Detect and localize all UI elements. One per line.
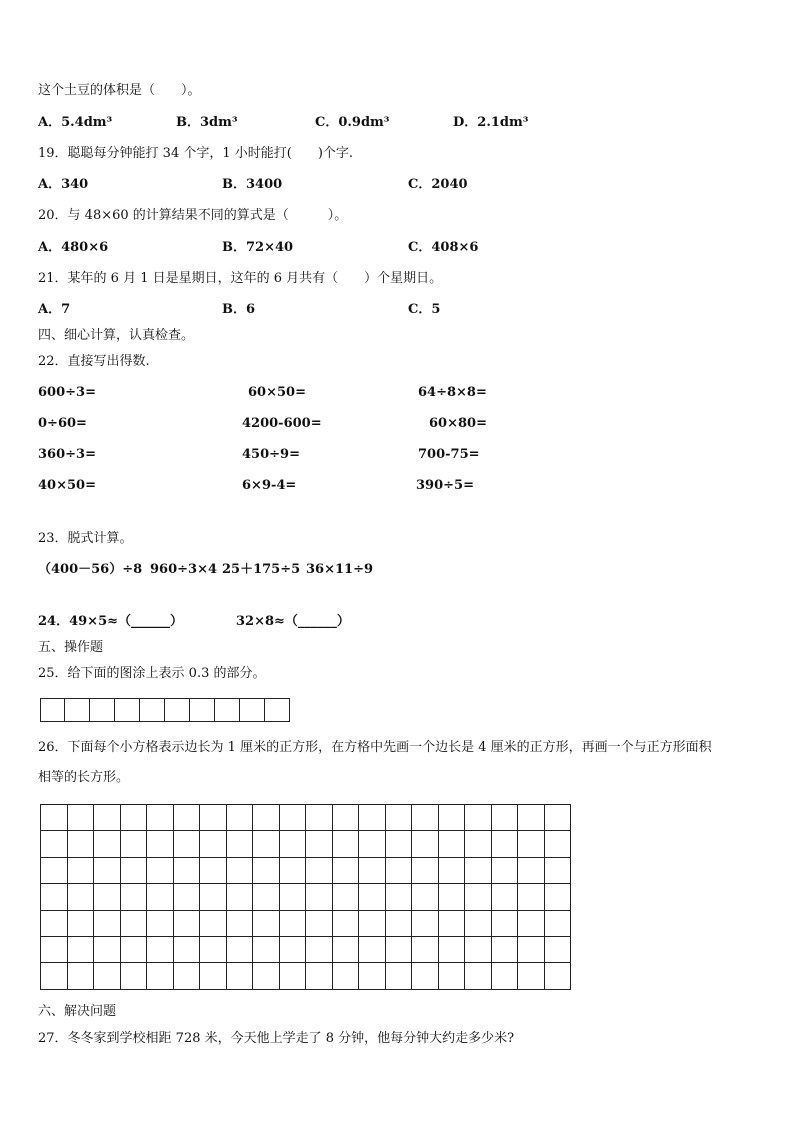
q24-item: 24．49×5≈（______）	[38, 614, 184, 629]
q26-grid-cell[interactable]	[518, 805, 545, 831]
q26-grid-cell[interactable]	[94, 963, 121, 989]
q20-option-b: B．72×40	[222, 240, 294, 255]
q26-grid-cell[interactable]	[439, 911, 466, 937]
q26-grid-cell[interactable]	[439, 884, 466, 910]
q26-grid-cell[interactable]	[359, 884, 386, 910]
q26-grid-cell[interactable]	[306, 937, 333, 963]
q26-grid-cell[interactable]	[280, 963, 307, 989]
q26-grid-cell[interactable]	[227, 858, 254, 884]
q26-grid-cell[interactable]	[386, 911, 413, 937]
q26-grid-cell[interactable]	[68, 884, 95, 910]
q26-grid-cell[interactable]	[465, 805, 492, 831]
q26-grid-cell[interactable]	[174, 805, 201, 831]
q26-grid-cell[interactable]	[333, 805, 360, 831]
q26-grid-cell[interactable]	[492, 831, 519, 857]
q26-grid-cell[interactable]	[200, 805, 227, 831]
q26-grid-cell[interactable]	[465, 858, 492, 884]
q26-grid-cell[interactable]	[147, 805, 174, 831]
q26-grid-cell[interactable]	[333, 911, 360, 937]
q26-grid-cell[interactable]	[174, 858, 201, 884]
q25-cell[interactable]	[40, 698, 65, 722]
q26-grid-cell[interactable]	[147, 937, 174, 963]
q26-grid-cell[interactable]	[492, 937, 519, 963]
q26-grid-cell[interactable]	[121, 884, 148, 910]
q22-item: 450÷9=	[242, 447, 300, 462]
q25-cell[interactable]	[239, 698, 265, 722]
q22-item: 600÷3=	[38, 385, 96, 400]
q26-grid-cell[interactable]	[253, 937, 280, 963]
q26-grid-cell[interactable]	[94, 911, 121, 937]
q26-grid-cell[interactable]	[174, 911, 201, 937]
q25-cell[interactable]	[164, 698, 190, 722]
q22-item: 64÷8×8=	[418, 385, 487, 400]
q26-grid-cell[interactable]	[386, 884, 413, 910]
q26-grid-cell[interactable]	[545, 884, 572, 910]
q26-grid-cell[interactable]	[227, 911, 254, 937]
q26-grid-cell[interactable]	[200, 963, 227, 989]
q19-stem: 19．聪聪每分钟能打 34 个字，1 小时能打( )个字.	[38, 146, 354, 161]
q23-stem: 23．脱式计算。	[38, 531, 133, 546]
q26-grid-cell[interactable]	[68, 963, 95, 989]
q26-grid-cell[interactable]	[253, 884, 280, 910]
q22-item: 60×50=	[248, 385, 306, 400]
q26-grid-cell[interactable]	[280, 884, 307, 910]
q26-stem-line1: 26．下面每个小方格表示边长为 1 厘米的正方形，在方格中先画一个边长是 4 厘米的正方形，再画一个与正方形面积	[38, 740, 712, 755]
q26-grid-cell[interactable]	[306, 963, 333, 989]
q22-item: 0÷60=	[38, 416, 87, 431]
q26-grid-cell[interactable]	[280, 858, 307, 884]
q26-grid-cell[interactable]	[68, 937, 95, 963]
q26-grid-cell[interactable]	[492, 963, 519, 989]
q26-grid[interactable]	[40, 804, 571, 990]
q26-grid-cell[interactable]	[94, 831, 121, 857]
q26-grid-cell[interactable]	[359, 831, 386, 857]
q26-grid-cell[interactable]	[412, 911, 439, 937]
q25-cell[interactable]	[264, 698, 290, 722]
q23-item: （400－56）÷8	[38, 562, 143, 577]
q26-grid-cell[interactable]	[147, 911, 174, 937]
q26-grid-cell[interactable]	[545, 911, 572, 937]
q18-option-b: B．3dm³	[176, 115, 238, 130]
q23-item: 960÷3×4	[150, 562, 218, 577]
q26-grid-cell[interactable]	[94, 937, 121, 963]
q22-item: 700-75=	[418, 447, 480, 462]
q22-item: 390÷5=	[416, 478, 474, 493]
q26-grid-cell[interactable]	[227, 805, 254, 831]
q19-option-c: C．2040	[408, 177, 468, 192]
q26-grid-cell[interactable]	[412, 963, 439, 989]
q26-grid-cell[interactable]	[227, 937, 254, 963]
q26-grid-cell[interactable]	[227, 831, 254, 857]
q27-stem: 27．冬冬家到学校相距 728 米，今天他上学走了 8 分钟，他每分钟大约走多少米?	[38, 1031, 515, 1046]
q26-grid-cell[interactable]	[412, 805, 439, 831]
q23-item: 25＋175÷5	[222, 562, 301, 577]
q26-grid-cell[interactable]	[359, 937, 386, 963]
q26-grid-cell[interactable]	[147, 884, 174, 910]
q26-stem-line2: 相等的长方形。	[38, 770, 130, 785]
q26-grid-cell[interactable]	[518, 858, 545, 884]
q26-grid-cell[interactable]	[333, 884, 360, 910]
q26-grid-cell[interactable]	[94, 884, 121, 910]
q26-grid-cell[interactable]	[545, 831, 572, 857]
q22-stem: 22．直接写出得数.	[38, 354, 150, 369]
q26-grid-cell[interactable]	[121, 963, 148, 989]
q26-grid-cell[interactable]	[94, 805, 121, 831]
q25-cell[interactable]	[89, 698, 115, 722]
q26-grid-cell[interactable]	[412, 884, 439, 910]
q26-grid-cell[interactable]	[280, 937, 307, 963]
q26-grid-cell[interactable]	[386, 858, 413, 884]
q25-cell[interactable]	[214, 698, 240, 722]
q21-option-a: A．7	[38, 302, 71, 317]
q26-grid-cell[interactable]	[386, 831, 413, 857]
q26-grid-cell[interactable]	[465, 937, 492, 963]
q26-grid-cell[interactable]	[439, 858, 466, 884]
q26-grid-cell[interactable]	[412, 937, 439, 963]
q26-grid-cell[interactable]	[333, 963, 360, 989]
q26-grid-cell[interactable]	[306, 858, 333, 884]
q26-grid-cell[interactable]	[147, 831, 174, 857]
q26-grid-cell[interactable]	[333, 831, 360, 857]
q26-grid-cell[interactable]	[518, 884, 545, 910]
q26-grid-cell[interactable]	[200, 858, 227, 884]
q26-grid-cell[interactable]	[174, 963, 201, 989]
q26-grid-cell[interactable]	[465, 911, 492, 937]
q26-grid-cell[interactable]	[465, 831, 492, 857]
q26-grid-cell[interactable]	[174, 831, 201, 857]
q18-option-a: A．5.4dm³	[38, 115, 113, 130]
q26-grid-cell[interactable]	[359, 911, 386, 937]
q26-grid-cell[interactable]	[306, 805, 333, 831]
section-5-heading: 五、操作题	[38, 640, 104, 655]
q26-grid-cell[interactable]	[306, 831, 333, 857]
q20-option-a: A．480×6	[38, 240, 109, 255]
q26-grid-cell[interactable]	[492, 858, 519, 884]
q26-grid-cell[interactable]	[306, 911, 333, 937]
q26-grid-cell[interactable]	[492, 911, 519, 937]
q26-grid-cell[interactable]	[439, 831, 466, 857]
q26-grid-cell[interactable]	[465, 963, 492, 989]
q18-option-c: C．0.9dm³	[315, 115, 390, 130]
q26-grid-cell[interactable]	[359, 805, 386, 831]
q21-option-b: B．6	[222, 302, 256, 317]
q26-grid-cell[interactable]	[545, 963, 572, 989]
q26-grid-cell[interactable]	[68, 858, 95, 884]
q26-grid-cell[interactable]	[412, 831, 439, 857]
q20-option-c: C．408×6	[408, 240, 479, 255]
q26-grid-cell[interactable]	[68, 831, 95, 857]
q26-grid-cell[interactable]	[174, 937, 201, 963]
q19-option-a: A．340	[38, 177, 89, 192]
q26-grid-cell[interactable]	[121, 805, 148, 831]
q26-grid-cell[interactable]	[386, 805, 413, 831]
q26-grid-cell[interactable]	[386, 963, 413, 989]
q26-grid-cell[interactable]	[200, 884, 227, 910]
q25-strip[interactable]	[40, 698, 290, 722]
q26-grid-cell[interactable]	[253, 963, 280, 989]
q26-grid-cell[interactable]	[41, 831, 68, 857]
q21-option-c: C．5	[408, 302, 441, 317]
q26-grid-cell[interactable]	[359, 858, 386, 884]
q26-grid-cell[interactable]	[227, 884, 254, 910]
q26-grid-cell[interactable]	[174, 884, 201, 910]
q26-grid-cell[interactable]	[227, 963, 254, 989]
q24-item: 32×8≈（______）	[236, 614, 350, 629]
q26-grid-cell[interactable]	[492, 805, 519, 831]
q26-grid-cell[interactable]	[147, 858, 174, 884]
q21-stem: 21．某年的 6 月 1 日是星期日，这年的 6 月共有（ ）个星期日。	[38, 271, 443, 286]
q26-grid-cell[interactable]	[68, 805, 95, 831]
q26-grid-cell[interactable]	[253, 858, 280, 884]
q22-item: 60×80=	[429, 416, 487, 431]
q26-grid-cell[interactable]	[200, 911, 227, 937]
q25-cell[interactable]	[114, 698, 140, 722]
q26-grid-cell[interactable]	[518, 963, 545, 989]
q22-item: 4200-600=	[242, 416, 322, 431]
q26-grid-cell[interactable]	[545, 858, 572, 884]
q25-cell[interactable]	[189, 698, 215, 722]
q26-grid-cell[interactable]	[280, 805, 307, 831]
q25-stem: 25．给下面的图涂上表示 0.3 的部分。	[38, 666, 266, 681]
q26-grid-cell[interactable]	[465, 884, 492, 910]
q22-item: 360÷3=	[38, 447, 96, 462]
q26-grid-cell[interactable]	[306, 884, 333, 910]
q25-cell[interactable]	[139, 698, 165, 722]
q26-grid-cell[interactable]	[439, 963, 466, 989]
q26-grid-cell[interactable]	[518, 937, 545, 963]
q25-cell[interactable]	[64, 698, 90, 722]
q26-grid-cell[interactable]	[280, 911, 307, 937]
q26-grid-cell[interactable]	[518, 831, 545, 857]
section-6-heading: 六、解决问题	[38, 1004, 117, 1019]
q26-grid-cell[interactable]	[439, 937, 466, 963]
q26-grid-cell[interactable]	[253, 805, 280, 831]
q26-grid-cell[interactable]	[492, 884, 519, 910]
q26-grid-cell[interactable]	[121, 937, 148, 963]
q26-grid-cell[interactable]	[41, 858, 68, 884]
q26-grid-cell[interactable]	[41, 937, 68, 963]
q26-grid-cell[interactable]	[412, 858, 439, 884]
q22-item: 40×50=	[38, 478, 96, 493]
q26-grid-cell[interactable]	[121, 858, 148, 884]
q26-grid-cell[interactable]	[386, 937, 413, 963]
q26-grid-cell[interactable]	[280, 831, 307, 857]
q26-grid-cell[interactable]	[121, 831, 148, 857]
q19-option-b: B．3400	[222, 177, 283, 192]
q26-grid-cell[interactable]	[200, 937, 227, 963]
q26-grid-cell[interactable]	[518, 911, 545, 937]
q26-grid-cell[interactable]	[68, 911, 95, 937]
q26-grid-cell[interactable]	[147, 963, 174, 989]
q20-stem: 20．与 48×60 的计算结果不同的算式是（ ）。	[38, 208, 348, 223]
q26-grid-cell[interactable]	[333, 937, 360, 963]
q26-grid-cell[interactable]	[333, 858, 360, 884]
q26-grid-cell[interactable]	[253, 831, 280, 857]
q26-grid-cell[interactable]	[545, 937, 572, 963]
q26-grid-cell[interactable]	[41, 884, 68, 910]
q26-grid-cell[interactable]	[94, 858, 121, 884]
q26-grid-cell[interactable]	[439, 805, 466, 831]
q26-grid-cell[interactable]	[41, 805, 68, 831]
q26-grid-cell[interactable]	[41, 911, 68, 937]
q23-item: 36×11÷9	[306, 562, 374, 577]
q26-grid-cell[interactable]	[359, 963, 386, 989]
q22-item: 6×9-4=	[242, 478, 297, 493]
section-4-heading: 四、细心计算，认真检查。	[38, 328, 195, 343]
q18-stem: 这个土豆的体积是（ ）。	[38, 83, 201, 98]
q18-option-d: D．2.1dm³	[453, 115, 529, 130]
q26-grid-cell[interactable]	[121, 911, 148, 937]
q26-grid-cell[interactable]	[200, 831, 227, 857]
q26-grid-cell[interactable]	[545, 805, 572, 831]
q26-grid-cell[interactable]	[41, 963, 68, 989]
q26-grid-cell[interactable]	[253, 911, 280, 937]
